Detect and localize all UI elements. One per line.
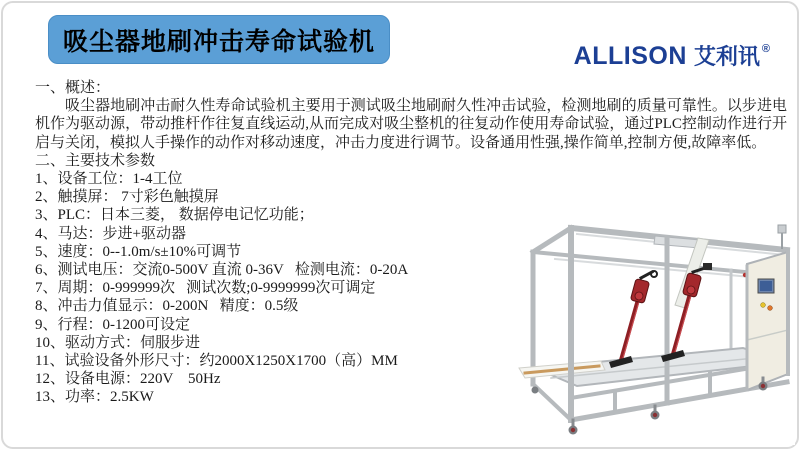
spec-item-cycle: 7、周期：0-999999次 测试次数;0-9999999次可调定 [35,280,376,297]
spec-item-stations: 1、设备工位：1-4工位 [35,171,183,188]
overview-paragraph: 吸尘器地刷冲击耐久性寿命试验机主要用于测试吸尘地刷耐久性冲击试验，检测地刷的质量可靠性。以步进电机作为驱动源，带动推杆作往复直线运动,从而完成对吸尘整机的往复动作使用寿命试验，通过PLC控制动作进行开启与关闭，模拟人手操作的动作对移动速度，冲击力度进行调节。设备通用性强,操作简单,控制方便,故障率低。 [35,98,787,151]
spec-item-touchscreen: 2、触摸屏： 7寸彩色触摸屏 [35,189,219,206]
spec-item-dimensions: 11、试验设备外形尺寸：约2000X1250X1700（高）MM [35,353,398,370]
signal-tower [778,225,786,248]
control-cabinet [747,252,788,390]
overview-heading: 一、概述： [35,80,111,96]
title-banner [48,15,390,64]
spec-item-stroke: 9、行程：0-1200可设定 [35,316,190,333]
spec-item-plc: 3、PLC：日本三菱， 数据停电记忆功能； [35,207,314,224]
spec-item-test-voltage: 6、测试电压：交流0-500V 直流 0-36V 检测电流：0-20A [35,262,409,279]
machine-photo-illustration [505,222,795,445]
spec-item-power-supply: 12、设备电源：220V 50Hz [35,371,221,388]
specs-heading: 二、主要技术参数 [35,152,156,169]
spec-item-power: 13、功率：2.5KW [35,389,154,406]
registered-trademark-symbol: ® [761,43,770,55]
brand-name-en: ALLISON [573,42,687,70]
brand-name-cn: 艾利讯 [693,44,760,69]
product-photo [505,222,795,445]
brand-logo [574,40,770,71]
spec-item-motor: 4、马达：步进+驱动器 [35,225,186,242]
spec-item-impact-force: 8、冲击力值显示：0-200N 精度：0.5级 [35,298,299,315]
spec-item-drive-mode: 10、驱动方式：伺服步进 [35,334,201,351]
page-title: 吸尘器地刷冲击寿命试验机 [62,28,375,56]
yellow-button [761,303,766,308]
orange-button [768,306,773,311]
vacuum-cleaner-left [609,271,657,368]
spec-item-speed: 5、速度：0--1.0m/s±10%可调节 [35,243,242,260]
